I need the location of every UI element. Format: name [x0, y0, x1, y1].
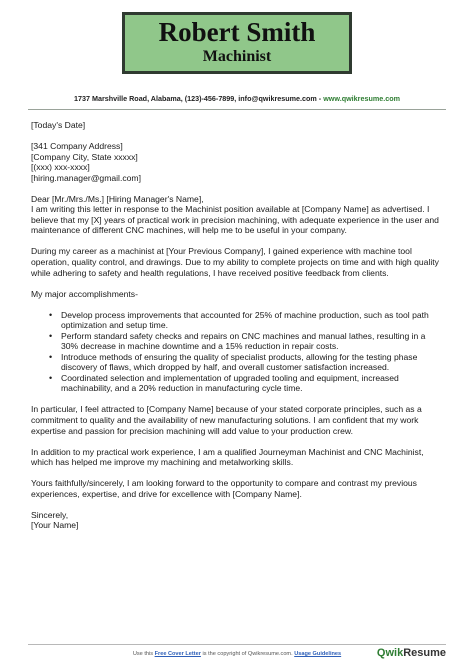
candidate-role: Machinist [202, 48, 272, 65]
list-item: • Develop process improvements that accounted for 25% of machine production, such as tool path optimization and setup time. [61, 310, 441, 331]
qwikresume-logo [377, 646, 446, 660]
footer-divider [28, 644, 446, 645]
list-item: • Introduce methods of ensuring the quality of specialist products, allowing for the testing phase discovery of flaws, which dropped by half, and overall customer satisfaction increased. [61, 352, 441, 373]
contact-website: www.qwikresume.com [323, 94, 401, 103]
address-line: [hiring.manager@gmail.com] [31, 172, 141, 183]
list-item: • Coordinated selection and implementation of upgraded tooling and equipment, increased machinability, and a 20% reduction in manufacturing cycle time. [61, 373, 441, 394]
candidate-name: Robert Smith [158, 17, 316, 47]
signature-name: [Your Name] [31, 520, 79, 531]
address-line: [(xxx) xxx-xxxx] [31, 162, 90, 173]
paragraph-motivation: In particular, I feel attracted to [Company Name] because of your stated corporate principles, such as a commitment to quality and the availability of new manufacturing solutions. I am confident that my work expertise and passion for precision machining will add value to your production crew. [31, 404, 422, 436]
letter-body [31, 120, 441, 531]
header-divider [28, 109, 446, 110]
contact-line [0, 94, 474, 104]
paragraph-closing: Yours faithfully/sincerely, I am looking forward to the opportunity to compare and contrast my previous experiences, expertise, and drive for excellence with [Company Name]. [31, 478, 417, 499]
accomplishments-heading: My major accomplishments- [31, 288, 138, 299]
brand-qwik: Qwik [376, 647, 404, 659]
footer-middle: is the copyright of Qwikresume.com. [200, 651, 295, 657]
address-line: [Company City, State xxxxx] [31, 151, 138, 162]
contact-details: 1737 Marshville Road, Alabama, (123)-456-7899, info@qwikresume.com - [73, 94, 324, 103]
footer-prefix: Use this [132, 651, 155, 657]
letter-date: [Today's Date] [31, 120, 86, 130]
list-item: • Perform standard safety checks and repairs on CNC machines and manual lathes, resulting in a 30% decrease in machine downtime and a 15% reduction in repair costs. [61, 331, 441, 352]
salutation: Dear [Mr./Mrs./Ms.] [Hiring Manager's Name], [31, 193, 204, 204]
brand-resume: Resume [403, 647, 446, 659]
paragraph-qualifications: In addition to my practical work experience, I am a qualified Journeyman Machinist and CNC Machinist, which has helped me improve my machining and metalworking skills. [31, 446, 424, 468]
paragraph-experience: During my career as a machinist at [Your Previous Company], I gained experience with machine tool operation, quality control, and drawings. Due to my ability to complete projects on time and with high quality while adhering to safety and health regulations, I have received positive feedback from clients. [31, 246, 439, 278]
usage-guidelines-link[interactable]: Usage Guidelines [294, 651, 342, 657]
address-line: [341 Company Address] [31, 141, 123, 152]
paragraph-intro: I am writing this letter in response to the Machinist position available at [Company Name] as advertised. I believe that my [X] years of practical work in precision machining, with adequate experience in the user and maintenance of different CNC machines, will help me to be useful in your company. [31, 204, 439, 236]
accomplishments-list [31, 310, 441, 394]
name-header-box [122, 12, 352, 74]
closing: Sincerely, [31, 509, 69, 520]
free-cover-letter-link[interactable]: Free Cover Letter [154, 651, 201, 657]
